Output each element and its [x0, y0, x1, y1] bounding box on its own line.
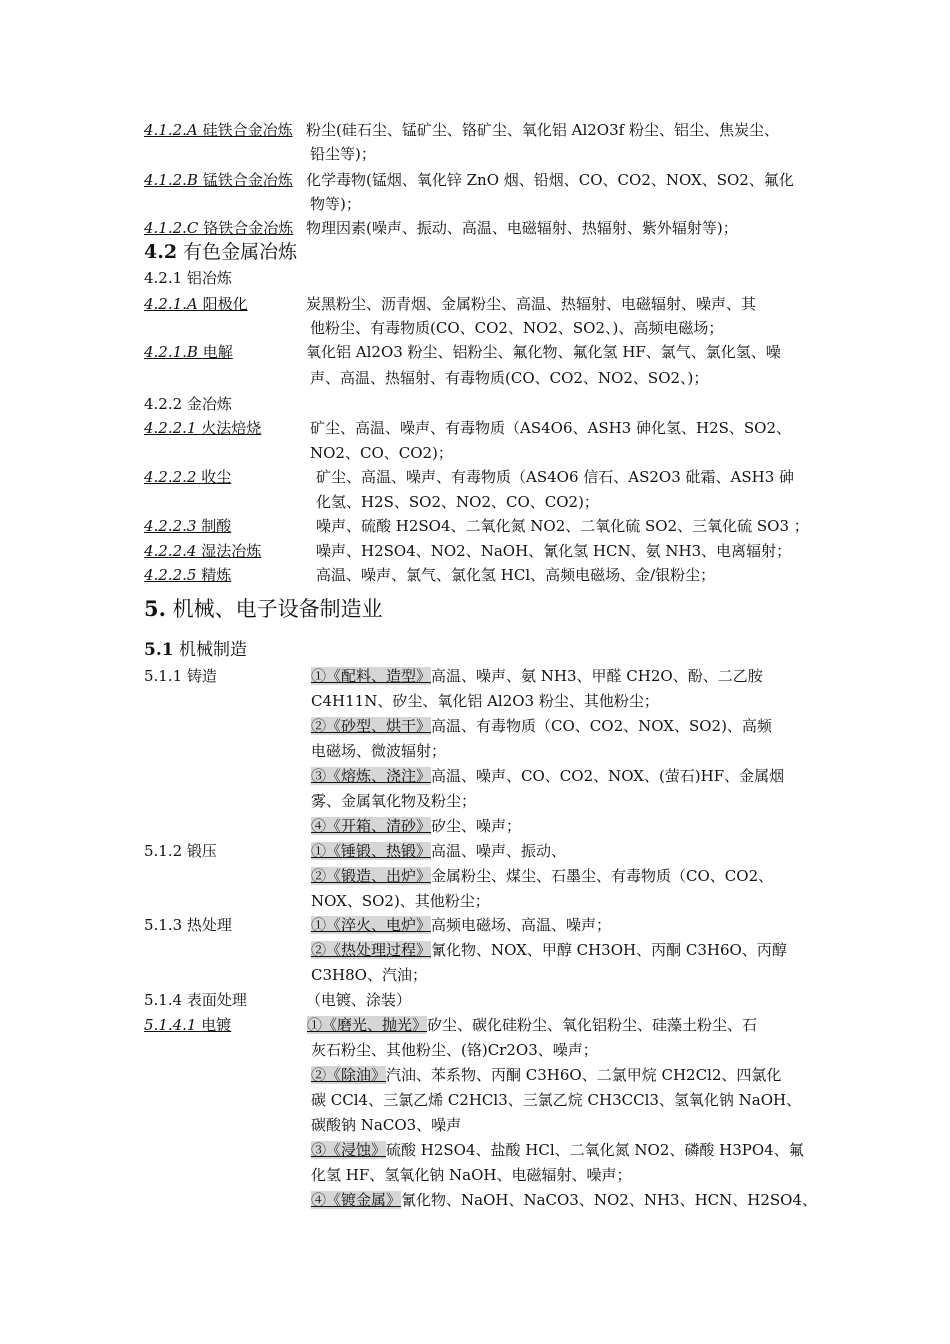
casting-item-2: ②《砂型、烘干》高温、有毒物质（CO、CO2、NOX、SO2)、高频: [311, 717, 772, 735]
process-tag: ③《熔炼、浇注》: [311, 767, 432, 785]
section-4-2-2-2-text-cont: 化氢、H2S、SO2、NO2、CO、CO2)；: [316, 493, 599, 511]
section-4-2-2-1-heading: 4.2.2.1 火法焙烧: [144, 419, 262, 437]
section-4-1-2-a-text-cont: 铅尘等)；: [310, 145, 376, 163]
section-4-2-1-b-heading: 4.2.1.B 电解: [144, 343, 233, 361]
section-5-1-3-label: 5.1.3 热处理: [144, 916, 232, 934]
process-tag: ②《除油》: [311, 1066, 387, 1084]
casting-item-3: ③《熔炼、浇注》高温、噪声、CO、CO2、NOX、(萤石)HF、金属烟: [311, 767, 785, 785]
section-4-2-2-heading: 4.2.2 金冶炼: [144, 395, 232, 413]
electroplating-item-4: ④《镀金属》氰化物、NaOH、NaCO3、NO2、NH3、HCN、H2SO4、: [311, 1191, 817, 1209]
section-4-1-2-c-heading: 4.1.2.C 铬铁合金冶炼: [144, 219, 294, 237]
section-4-1-2-b-text-cont: 物等)；: [310, 195, 361, 213]
electroplating-item-1: ①《磨光、抛光》矽尘、碳化硅粉尘、氧化铝粉尘、硅藻土粉尘、石: [307, 1016, 758, 1034]
process-tag: ②《锻造、出炉》: [311, 867, 432, 885]
section-4-2-2-1-text: 矿尘、高温、噪声、有毒物质（AS4O6、ASH3 砷化氢、H2S、SO2、: [310, 419, 792, 437]
casting-item-1-cont: C4H11N、矽尘、氧化铝 Al2O3 粉尘、其他粉尘；: [311, 692, 659, 710]
section-4-2-2-3-heading: 4.2.2.3 制酸: [144, 517, 232, 535]
heat-treatment-item-2-cont: C3H8O、汽油；: [311, 966, 427, 984]
process-tag: ④《开箱、清砂》: [311, 817, 432, 835]
process-tag: ②《热处理过程》: [311, 941, 432, 959]
electroplating-item-2-cont2: 碳酸钠 NaCO3、噪声: [311, 1116, 462, 1134]
section-4-2-2-4-text: 噪声、H2SO4、NO2、NaOH、氰化氢 HCN、氨 NH3、电离辐射；: [316, 542, 792, 560]
section-5-1-2-label: 5.1.2 锻压: [144, 842, 217, 860]
section-4-1-2-a-heading: 4.1.2.A 硅铁合金冶炼: [144, 121, 293, 139]
section-4-1-2-a-text: 粉尘(硅石尘、锰矿尘、铬矿尘、氧化铝 Al2O3f 粉尘、铝尘、焦炭尘、: [306, 121, 779, 139]
electroplating-item-1-cont: 灰石粉尘、其他粉尘、(铬)Cr2O3、噪声；: [311, 1041, 598, 1059]
section-4-1-2-b-heading: 4.1.2.B 锰铁合金冶炼: [144, 171, 293, 189]
heat-treatment-item-1: ①《淬火、电炉》高频电磁场、高温、噪声；: [311, 916, 612, 934]
section-5-1-1-label: 5.1.1 铸造: [144, 667, 217, 685]
heat-treatment-item-2: ②《热处理过程》氰化物、NOX、甲醇 CH3OH、丙酮 C3H6O、丙醇: [311, 941, 787, 959]
process-tag: ①《锤锻、热锻》: [311, 842, 432, 860]
process-tag: ①《磨光、抛光》: [307, 1016, 428, 1034]
process-tag: ③《浸蚀》: [311, 1141, 387, 1159]
section-4-2-2-1-text-cont: NO2、CO、CO2)；: [310, 444, 453, 462]
electroplating-item-3-cont: 化氢 HF、氢氧化钠 NaOH、电磁辐射、噪声；: [311, 1166, 632, 1184]
section-4-2-2-4-heading: 4.2.2.4 湿法冶炼: [144, 542, 262, 560]
section-4-1-2-b-text: 化学毒物(锰烟、氧化锌 ZnO 烟、铅烟、CO、CO2、NOX、SO2、氟化: [306, 171, 794, 189]
section-4-2-2-3-text: 噪声、硫酸 H2SO4、二氧化氮 NO2、二氧化硫 SO2、三氧化硫 SO3 ；: [316, 517, 809, 535]
process-tag: ②《砂型、烘干》: [311, 717, 432, 735]
section-4-2-1-b-text-cont: 声、高温、热辐射、有毒物质(CO、CO2、NO2、SO2、)；: [310, 369, 709, 387]
section-4-2-2-5-heading: 4.2.2.5 精炼: [144, 566, 232, 584]
section-4-2-1-a-heading: 4.2.1.A 阳极化: [144, 295, 248, 313]
section-5-1-4-1-heading: 5.1.4.1 电镀: [144, 1016, 232, 1034]
electroplating-item-3: ③《浸蚀》硫酸 H2SO4、盐酸 HCl、二氧化氮 NO2、磷酸 H3PO4、氟: [311, 1141, 804, 1159]
section-4-2-heading: 4.2 有色金属冶炼: [144, 241, 298, 263]
section-5-heading: 5. 机械、电子设备制造业: [144, 596, 383, 621]
forging-item-1: ①《锤锻、热锻》高温、噪声、振动、: [311, 842, 567, 860]
section-4-2-1-a-text: 炭黑粉尘、沥青烟、金属粉尘、高温、热辐射、电磁辐射、噪声、其: [306, 295, 757, 313]
casting-item-3-cont: 雾、金属氧化物及粉尘；: [311, 792, 477, 810]
process-tag: ④《镀金属》: [311, 1191, 402, 1209]
forging-item-2-cont: NOX、SO2)、其他粉尘；: [311, 892, 490, 910]
section-4-2-1-b-text: 氧化铝 Al2O3 粉尘、铝粉尘、氟化物、氟化氢 HF、氯气、氯化氢、噪: [306, 343, 781, 361]
casting-item-1: ①《配料、造型》高温、噪声、氨 NH3、甲醛 CH2O、酚、二乙胺: [311, 667, 763, 685]
section-5-1-4-label: 5.1.4 表面处理: [144, 991, 247, 1009]
section-4-2-2-2-heading: 4.2.2.2 收尘: [144, 468, 232, 486]
section-5-1-heading: 5.1 机械制造: [144, 640, 247, 660]
section-4-1-2-c-text: 物理因素(噪声、振动、高温、电磁辐射、热辐射、紫外辐射等)；: [306, 219, 738, 237]
section-5-1-4-note: （电镀、涂装）: [306, 991, 412, 1009]
casting-item-4: ④《开箱、清砂》矽尘、噪声；: [311, 817, 522, 835]
process-tag: ①《淬火、电炉》: [311, 916, 432, 934]
casting-item-2-cont: 电磁场、微波辐射；: [311, 742, 447, 760]
electroplating-item-2-cont: 碳 CCl4、三氯乙烯 C2HCl3、三氯乙烷 CH3CCl3、氢氧化钠 NaOH、: [311, 1091, 802, 1109]
process-tag: ①《配料、造型》: [311, 667, 432, 685]
forging-item-2: ②《锻造、出炉》金属粉尘、煤尘、石墨尘、有毒物质（CO、CO2、: [311, 867, 774, 885]
section-4-2-2-5-text: 高温、噪声、氯气、氯化氢 HCl、高频电磁场、金/银粉尘；: [316, 566, 716, 584]
section-4-2-1-heading: 4.2.1 铝冶炼: [144, 269, 232, 287]
electroplating-item-2: ②《除油》汽油、苯系物、丙酮 C3H6O、二氯甲烷 CH2Cl2、四氯化: [311, 1066, 782, 1084]
section-4-2-2-2-text: 矿尘、高温、噪声、有毒物质（AS4O6 信石、AS2O3 砒霜、ASH3 砷: [316, 468, 795, 486]
section-4-2-1-a-text-cont: 他粉尘、有毒物质(CO、CO2、NO2、SO2、)、高频电磁场；: [310, 319, 724, 337]
